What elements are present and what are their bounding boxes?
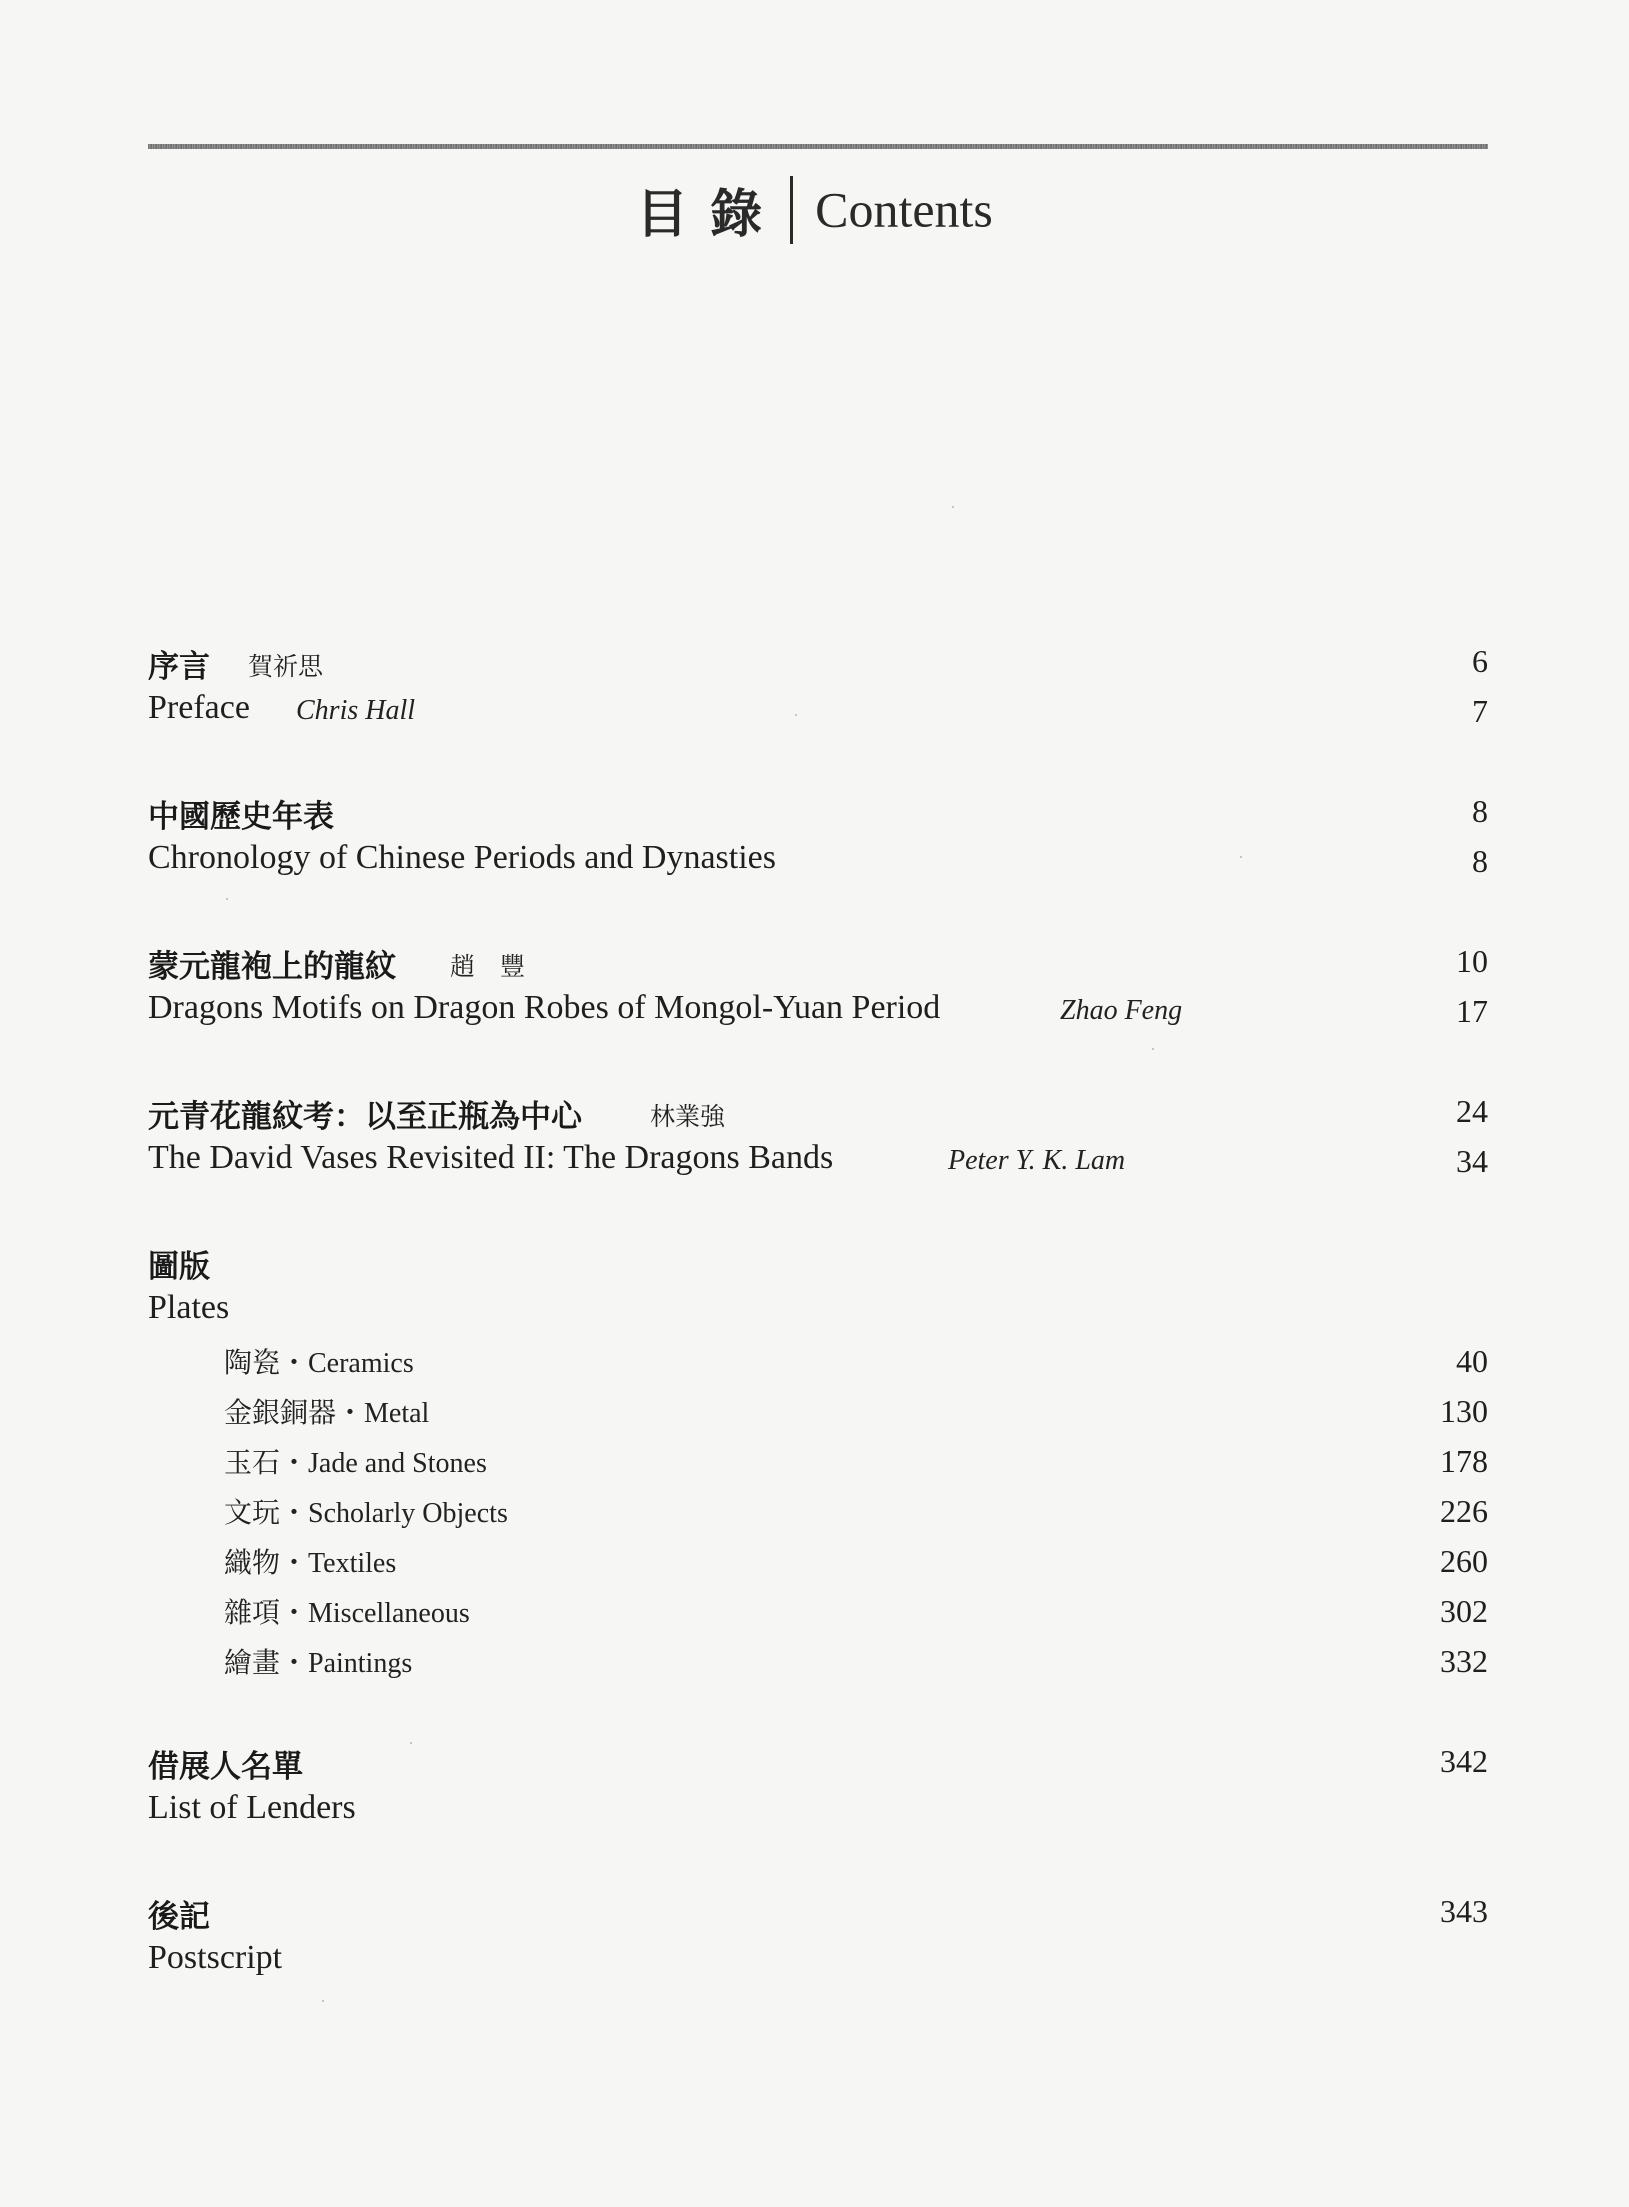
page-number: 8 — [1472, 843, 1488, 879]
scan-speck — [952, 506, 954, 508]
toc-entry-dragon-robes-zh[interactable] — [148, 933, 1488, 983]
top-rule — [148, 144, 1488, 149]
toc-subentry-ceramics[interactable] — [148, 1333, 1488, 1383]
entry-title-zh: 序言 — [148, 649, 210, 685]
entry-title-en: The David Vases Revisited II: The Dragons Bands — [148, 1139, 834, 1176]
scan-speck — [1152, 1048, 1154, 1050]
toc-entry-david-vases-en[interactable] — [148, 1133, 1488, 1183]
toc-section-plates-zh — [148, 1233, 1488, 1283]
entry-title-en: Postscript — [148, 1939, 283, 1976]
toc-subentry-textiles[interactable] — [148, 1533, 1488, 1583]
entry-author-en: Chris Hall — [296, 695, 416, 726]
title-separator — [790, 176, 793, 244]
toc-entry-postscript-en[interactable] — [148, 1933, 1488, 1983]
toc-entry-dragon-robes-en[interactable] — [148, 983, 1488, 1033]
subentry-label: 陶瓷・Ceramics — [224, 1348, 414, 1379]
toc-subentry-paintings[interactable] — [148, 1633, 1488, 1683]
page-number: 10 — [1456, 943, 1488, 979]
entry-title-en: Dragons Motifs on Dragon Robes of Mongol-Yuan Period — [148, 989, 941, 1026]
subentry-label: 繪畫・Paintings — [224, 1648, 413, 1679]
subentry-label: 雜項・Miscellaneous — [224, 1598, 470, 1629]
page-number: 342 — [1440, 1743, 1488, 1779]
page-number: 178 — [1440, 1443, 1488, 1479]
subentry-label: 文玩・Scholarly Objects — [224, 1498, 508, 1529]
entry-title-zh: 借展人名單 — [148, 1749, 303, 1785]
toc-subentry-jade-stones[interactable] — [148, 1433, 1488, 1483]
entry-title-en: Chronology of Chinese Periods and Dynasties — [148, 839, 776, 876]
scan-speck — [322, 2000, 324, 2002]
toc-entry-postscript-zh[interactable] — [148, 1883, 1488, 1933]
entry-title-en: List of Lenders — [148, 1789, 356, 1826]
subentry-label: 玉石・Jade and Stones — [224, 1448, 487, 1479]
entry-title-en: Preface — [148, 689, 250, 726]
page-number: 7 — [1472, 693, 1488, 729]
entry-title-zh: 蒙元龍袍上的龍紋 — [148, 949, 396, 985]
page-number: 6 — [1472, 643, 1488, 679]
entry-author-zh: 趙 豐 — [450, 952, 526, 981]
entry-title-zh: 中國歷史年表 — [148, 799, 334, 835]
entry-title-zh: 元青花龍紋考：以至正瓶為中心 — [148, 1099, 582, 1135]
page-number: 226 — [1440, 1493, 1488, 1529]
page-number: 260 — [1440, 1543, 1488, 1579]
title-english: Contents — [815, 181, 993, 238]
section-title-en: Plates — [148, 1289, 230, 1326]
toc-entry-chronology-en[interactable] — [148, 833, 1488, 883]
toc-section-plates-en — [148, 1283, 1488, 1333]
scan-speck — [795, 714, 797, 716]
toc-entry-lenders-en[interactable] — [148, 1783, 1488, 1833]
scan-speck — [1240, 856, 1242, 858]
page-number: 34 — [1456, 1143, 1488, 1179]
entry-author-en: Peter Y. K. Lam — [948, 1145, 1126, 1176]
page-title — [0, 172, 1629, 247]
toc-subentry-scholarly-objects[interactable] — [148, 1483, 1488, 1533]
toc-subentry-miscellaneous[interactable] — [148, 1583, 1488, 1633]
page-number: 24 — [1456, 1093, 1488, 1129]
toc-entry-preface-zh[interactable] — [148, 633, 1488, 683]
page-number: 130 — [1440, 1393, 1488, 1429]
page-number: 17 — [1456, 993, 1488, 1029]
page-number: 343 — [1440, 1893, 1488, 1929]
page-number: 8 — [1472, 793, 1488, 829]
entry-author-en: Zhao Feng — [1060, 995, 1183, 1026]
subentry-label: 金銀銅器・Metal — [224, 1398, 430, 1429]
subentry-label: 織物・Textiles — [224, 1548, 397, 1579]
section-title-zh: 圖版 — [148, 1249, 210, 1285]
toc-entry-chronology-zh[interactable] — [148, 783, 1488, 833]
scan-speck — [226, 898, 228, 900]
toc-entry-preface-en[interactable] — [148, 683, 1488, 733]
title-chinese: 目錄 — [636, 184, 785, 245]
entry-author-zh: 賀祈思 — [248, 652, 324, 681]
toc-entry-david-vases-zh[interactable] — [148, 1083, 1488, 1133]
toc-subentry-metal[interactable] — [148, 1383, 1488, 1433]
entry-title-zh: 後記 — [148, 1899, 210, 1935]
toc-entry-lenders-zh[interactable] — [148, 1733, 1488, 1783]
page-number: 40 — [1456, 1343, 1488, 1379]
entry-author-zh: 林業強 — [650, 1102, 726, 1131]
page-number: 302 — [1440, 1593, 1488, 1629]
page-number: 332 — [1440, 1643, 1488, 1679]
scan-speck — [410, 1742, 412, 1744]
